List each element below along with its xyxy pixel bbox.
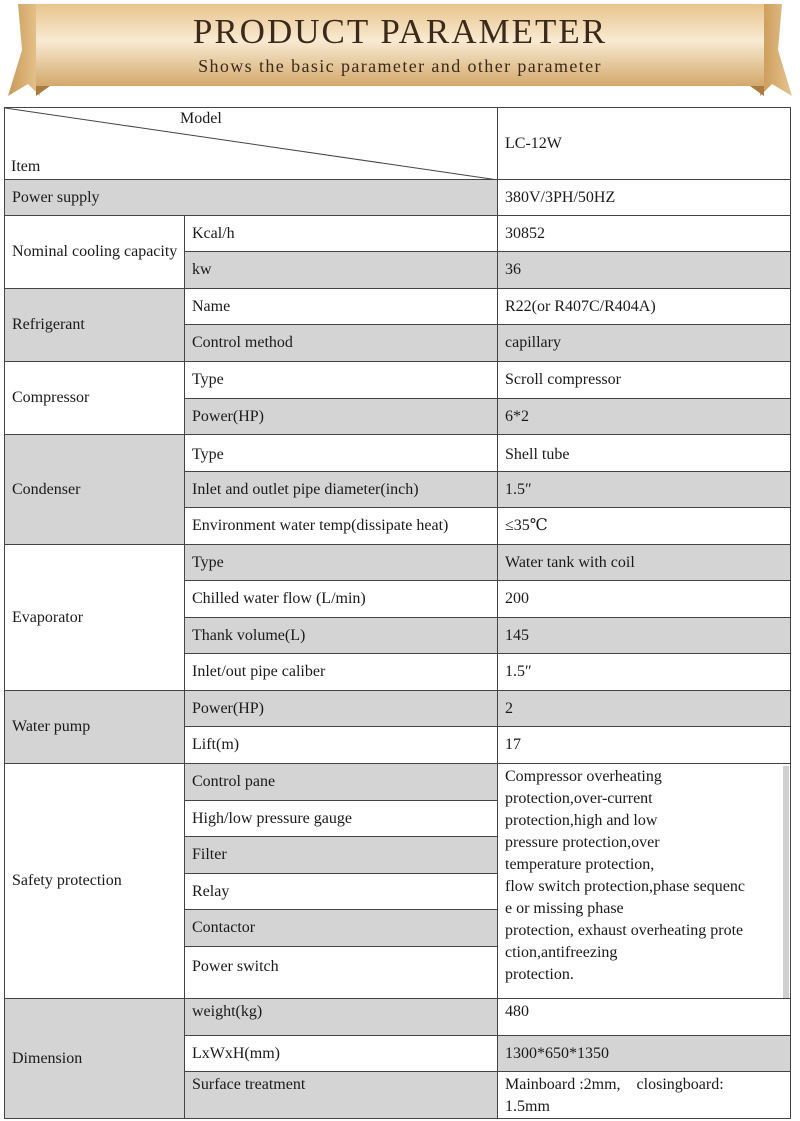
banner-subtitle: Shows the basic parameter and other parameter — [198, 56, 602, 76]
diagonal-line — [5, 108, 498, 180]
power-supply-value: 380V/3PH/50HZ — [498, 180, 791, 216]
row-name: Power switch — [185, 947, 498, 999]
safety-text-line: Compressor overheating — [505, 768, 662, 785]
row-value: Scroll compressor — [498, 362, 791, 399]
safety-text-line: temperature protection, — [505, 856, 655, 873]
banner-title: PRODUCT PARAMETER — [192, 12, 608, 51]
row-value: 2 — [498, 691, 791, 727]
table-row — [5, 764, 791, 801]
row-name: Environment water temp(dissipate heat) — [185, 508, 498, 545]
row-value: 17 — [498, 727, 791, 764]
row-value: 1300*650*1350 — [498, 1036, 791, 1072]
table-row — [5, 545, 791, 581]
table-header-row — [5, 108, 791, 180]
header-item-label: Item — [11, 158, 41, 175]
row-name: Type — [185, 362, 498, 399]
row-name: kw — [185, 252, 498, 289]
row-value: Shell tube — [498, 435, 791, 472]
header-diagonal-cell — [5, 108, 498, 180]
safety-text-line: flow switch protection,phase sequenc — [505, 878, 745, 895]
surface-line: 1.5mm — [505, 1098, 550, 1115]
row-name: Relay — [185, 874, 498, 910]
cooling-label: Nominal cooling capacity — [5, 216, 185, 289]
row-name: Kcal/h — [185, 216, 498, 252]
row-value — [498, 1072, 791, 1119]
row-value: 200 — [498, 581, 791, 618]
table-row — [5, 691, 791, 727]
safety-label: Safety protection — [5, 764, 185, 999]
safety-text-line: pressure protection,over — [505, 834, 660, 851]
table-row — [5, 999, 791, 1036]
row-name: Control method — [185, 325, 498, 362]
row-name: Power(HP) — [185, 691, 498, 727]
table-row — [5, 289, 791, 325]
row-value: 145 — [498, 618, 791, 654]
row-value: 36 — [498, 252, 791, 289]
row-value: 480 — [498, 999, 791, 1036]
dimension-label: Dimension — [5, 999, 185, 1119]
surface-line: Mainboard :2mm, closingboard: — [505, 1076, 724, 1093]
row-name: Inlet/out pipe caliber — [185, 654, 498, 691]
safety-text-line: protection,over-current — [505, 790, 653, 807]
safety-value — [498, 764, 791, 999]
row-name: Surface treatment — [185, 1072, 498, 1119]
safety-text-line: ction,antifreezing — [505, 944, 618, 961]
row-name: Filter — [185, 837, 498, 874]
parameter-table — [4, 107, 791, 1119]
safety-text-line: protection,high and low — [505, 812, 658, 829]
row-value: ≤35℃ — [498, 508, 791, 545]
table-row — [5, 216, 791, 252]
row-name: Chilled water flow (L/min) — [185, 581, 498, 618]
row-name: Power(HP) — [185, 399, 498, 435]
water-pump-label: Water pump — [5, 691, 185, 764]
model-value: LC-12W — [498, 108, 791, 180]
row-name: Name — [185, 289, 498, 325]
compressor-label: Compressor — [5, 362, 185, 435]
safety-text-line: protection, exhaust overheating prote — [505, 922, 744, 939]
safety-text-line: protection. — [505, 966, 574, 983]
table-row — [5, 362, 791, 399]
row-value: 30852 — [498, 216, 791, 252]
header-model-label: Model — [180, 110, 222, 127]
row-name: Control pane — [185, 764, 498, 801]
refrigerant-label: Refrigerant — [5, 289, 185, 362]
row-value: 1.5″ — [498, 472, 791, 508]
banner — [0, 0, 800, 100]
row-value: 6*2 — [498, 399, 791, 435]
scrollbar[interactable] — [783, 766, 789, 998]
row-value: R22(or R407C/R404A) — [498, 289, 791, 325]
row-name: Contactor — [185, 910, 498, 947]
table-row — [5, 180, 791, 216]
evaporator-label: Evaporator — [5, 545, 185, 691]
row-name: weight(kg) — [185, 999, 498, 1036]
table-row — [5, 435, 791, 472]
row-name: Type — [185, 545, 498, 581]
safety-text-line: e or missing phase — [505, 900, 624, 917]
condenser-label: Condenser — [5, 435, 185, 545]
row-name: Inlet and outlet pipe diameter(inch) — [185, 472, 498, 508]
row-value: 1.5″ — [498, 654, 791, 691]
row-name: Thank volume(L) — [185, 618, 498, 654]
row-name: Lift(m) — [185, 727, 498, 764]
row-name: LxWxH(mm) — [185, 1036, 498, 1072]
row-value: Water tank with coil — [498, 545, 791, 581]
row-value: capillary — [498, 325, 791, 362]
power-supply-label: Power supply — [5, 180, 498, 216]
row-name: High/low pressure gauge — [185, 801, 498, 837]
row-name: Type — [185, 435, 498, 472]
